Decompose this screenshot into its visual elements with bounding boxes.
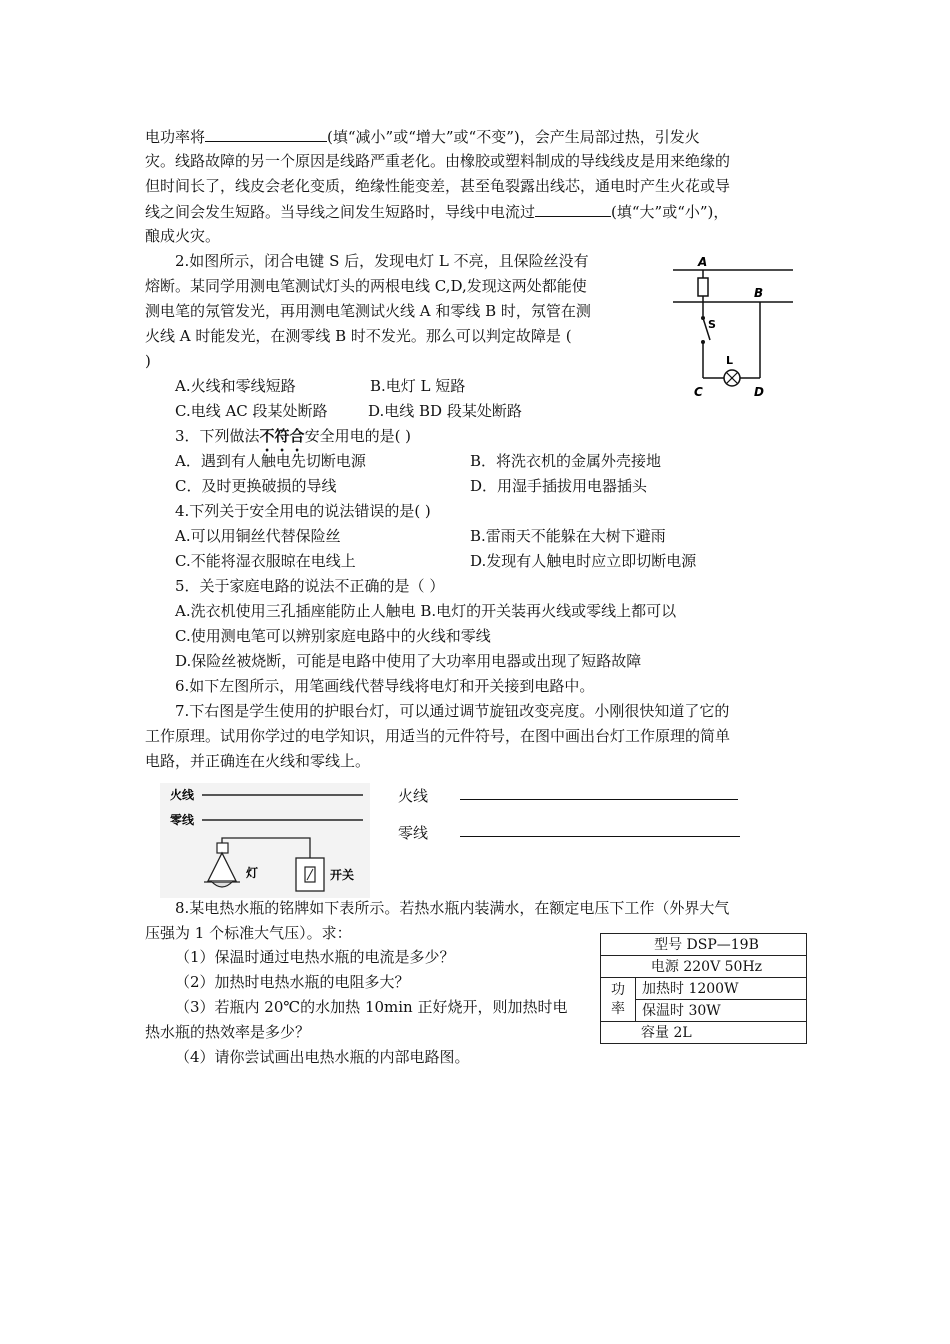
- q8-sub2: （2）加热时电热水瓶的电阻多大？: [175, 973, 410, 991]
- q3-option-a[interactable]: A．遇到有人触电先切断电源: [175, 452, 366, 470]
- label-d: D: [754, 385, 764, 399]
- table-row: [601, 934, 807, 956]
- q4-stem: 4.下列关于安全用电的说法错误的是( ): [175, 502, 431, 520]
- table-row: [601, 978, 807, 1000]
- q2-circuit-diagram: [668, 250, 798, 400]
- switch-label: 开关: [330, 868, 355, 882]
- q5-option-c[interactable]: C.使用测电笔可以辨别家庭电路中的火线和零线: [175, 627, 491, 645]
- answer-blank-2[interactable]: [535, 200, 611, 217]
- fuse-icon: [698, 278, 708, 296]
- q7-line2: 工作原理。试用你学过的电学知识，用适当的元件符号，在图中画出台灯工作原理的简单: [145, 727, 731, 745]
- q2-line2: 熔断。某同学用测电笔测试灯头的两根电线 C,D,发现这两处都能使: [145, 277, 587, 295]
- right-live-line[interactable]: [460, 799, 738, 800]
- q3-option-d[interactable]: D．用湿手插拔用电器插头: [470, 477, 648, 495]
- q2-option-c[interactable]: C.电线 AC 段某处断路: [175, 402, 328, 420]
- q4-option-a[interactable]: A.可以用铜丝代替保险丝: [175, 527, 341, 545]
- para1-line4: [145, 200, 728, 223]
- text: (填“减小”或“增大”或“不变”)，会产生局部过热，引发火: [327, 128, 700, 146]
- q4-option-b[interactable]: B.雷雨天不能躲在大树下避雨: [470, 527, 666, 545]
- q6-figure-lamp-switch[interactable]: [160, 783, 370, 898]
- right-live-label: 火线: [398, 787, 429, 805]
- nameplate-table: [600, 933, 807, 1044]
- q8-sub3b: 热水瓶的热效率是多少？: [145, 1023, 311, 1041]
- q2-line4: 火线 A 时能发光，在测零线 B 时不发光。那么可以判定故障是 (: [145, 327, 572, 345]
- heating-cell: 加热时 1200W: [636, 978, 807, 1000]
- para1-line1: [145, 125, 700, 148]
- q5-option-ab[interactable]: A.洗衣机使用三孔插座能防止人触电 B.电灯的开关装再火线或零线上都可以: [175, 602, 677, 620]
- text: 电功率将: [145, 128, 206, 146]
- q7-line3: 电路，并正确连在火线和零线上。: [145, 752, 371, 770]
- right-neutral-label: 零线: [398, 824, 429, 842]
- para1-line3: 但时间长了，线皮会老化变质，绝缘性能变差，甚至龟裂露出线芯，通电时产生火花或导: [145, 177, 731, 195]
- neutral-label: 零线: [170, 813, 195, 827]
- q6-stem: 6.如下左图所示，用笔画线代替导线将电灯和开关接到电路中。: [175, 677, 595, 695]
- label-l: L: [726, 354, 734, 367]
- text: (填“大”或“小”)，: [611, 203, 729, 221]
- power-source-cell: 电源 220V 50Hz: [601, 956, 807, 978]
- q2-option-d[interactable]: D.电线 BD 段某处断路: [368, 402, 522, 420]
- q3-option-c[interactable]: C．及时更换破损的导线: [175, 477, 337, 495]
- para1-line5: 酿成火灾。: [145, 227, 221, 245]
- model-cell: 型号 DSP—19B: [601, 934, 807, 956]
- label-b: B: [754, 286, 764, 300]
- q5-option-d[interactable]: D.保险丝被烧断，可能是电路中使用了大功率用电器或出现了短路故障: [175, 652, 642, 670]
- capacity-cell: 容量 2L: [601, 1022, 807, 1044]
- keeping-cell: 保温时 30W: [636, 1000, 807, 1022]
- text: 功率: [611, 981, 625, 1017]
- q8-line2: 压强为 1 个标准大气压）。求：: [145, 924, 352, 942]
- power-label-cell: [601, 978, 636, 1022]
- live-label: 火线: [170, 788, 195, 802]
- emphasis-text: 不符合: [259, 427, 305, 445]
- para1-line2: 灾。线路故障的另一个原因是线路严重老化。由橡胶或塑料制成的导线线皮是用来绝缘的: [145, 152, 731, 170]
- q2-option-b[interactable]: B.电灯 L 短路: [370, 377, 466, 395]
- q2-line5: ): [145, 352, 151, 370]
- q7-line1: 7.下右图是学生使用的护眼台灯，可以通过调节旋钮改变亮度。小刚很快知道了它的: [175, 702, 730, 720]
- q3-option-b[interactable]: B．将洗衣机的金属外壳接地: [470, 452, 662, 470]
- table-row: [601, 1022, 807, 1044]
- q4-option-c[interactable]: C.不能将湿衣服晾在电线上: [175, 552, 356, 570]
- q2-option-a[interactable]: A.火线和零线短路: [175, 377, 296, 395]
- label-c: C: [694, 385, 703, 399]
- switch-icon: [296, 858, 324, 891]
- text: 安全用电的是( ): [304, 427, 412, 445]
- text: 3．下列做法: [175, 427, 260, 445]
- lamp-label: 灯: [246, 866, 259, 880]
- q8-sub1: （1）保温时通过电热水瓶的电流是多少？: [175, 948, 455, 966]
- q8-sub3a: （3）若瓶内 20℃的水加热 10min 正好烧开，则加热时电: [175, 998, 568, 1016]
- q8-sub4: （4）请你尝试画出电热水瓶的内部电路图。: [175, 1048, 470, 1066]
- q2-line1: 2.如图所示，闭合电键 S 后，发现电灯 L 不亮，且保险丝没有: [175, 252, 589, 270]
- right-neutral-line[interactable]: [460, 836, 740, 837]
- q4-option-d[interactable]: D.发现有人触电时应立即切断电源: [470, 552, 697, 570]
- table-row: [601, 956, 807, 978]
- answer-blank-1[interactable]: [205, 125, 327, 142]
- text: 线之间会发生短路。当导线之间发生短路时，导线中电流过: [145, 203, 536, 221]
- label-a: A: [698, 255, 708, 269]
- label-s: S: [708, 318, 716, 331]
- q5-stem: 5．关于家庭电路的说法不正确的是（ ）: [175, 577, 445, 595]
- q2-line3: 测电笔的氖管发光，再用测电笔测试火线 A 和零线 B 时，氖管在测: [145, 302, 591, 320]
- q8-line1: 8.某电热水瓶的铭牌如下表所示。若热水瓶内装满水，在额定电压下工作（外界大气: [175, 899, 730, 917]
